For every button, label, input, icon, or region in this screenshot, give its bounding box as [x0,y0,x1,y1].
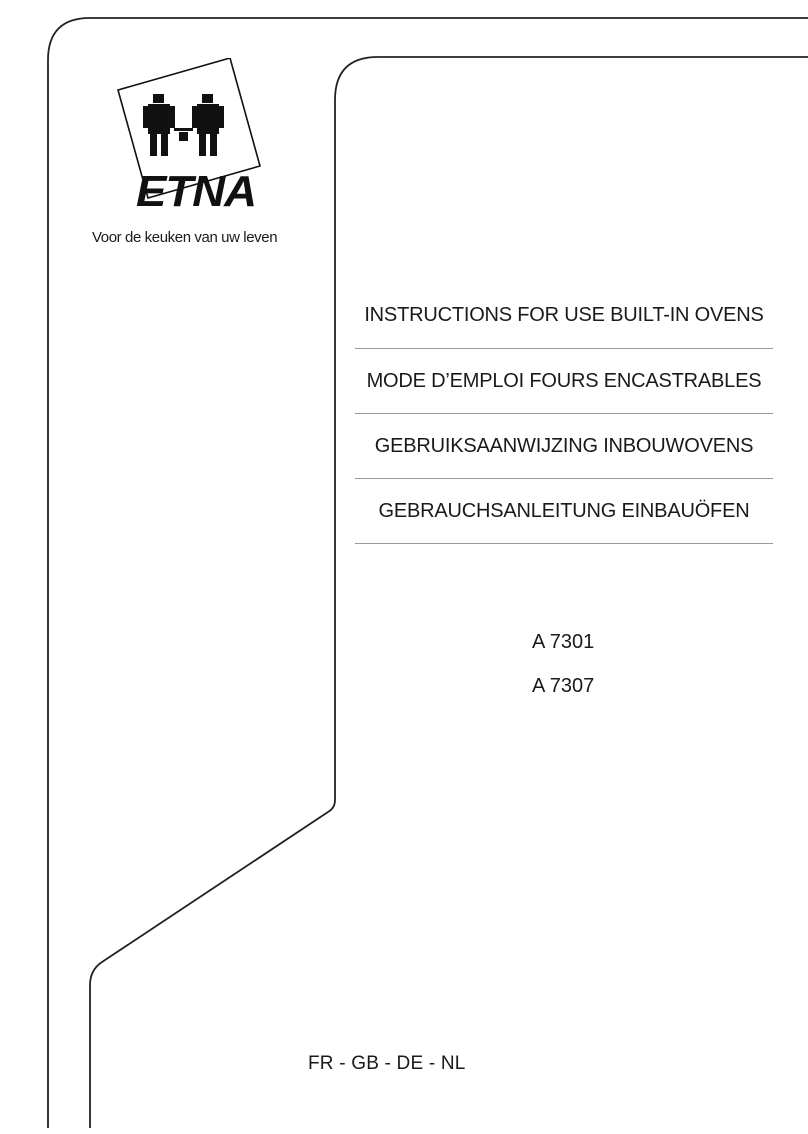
model-number: A 7307 [532,675,595,697]
language-codes: FR - GB - DE - NL [308,1053,466,1074]
logo-bar [174,128,193,131]
model-number: A 7301 [532,631,595,653]
etna-logo [112,58,272,228]
brand-tagline: Voor de keuken van uw leven [92,229,278,246]
logo-bucket [179,132,188,141]
logo-figure-right [192,94,224,156]
model-list [532,620,594,708]
logo-figure-left [143,94,175,156]
logo-wordmark: ETNA [136,167,256,216]
title-dutch: GEBRUIKSAANWIJZING INBOUWOVENS [355,414,773,479]
title-list [355,283,773,544]
title-german: GEBRAUCHSANLEITUNG EINBAUÖFEN [355,479,773,544]
title-french: MODE D’EMPLOI FOURS ENCASTRABLES [355,349,773,414]
title-english: INSTRUCTIONS FOR USE BUILT-IN OVENS [355,283,773,349]
